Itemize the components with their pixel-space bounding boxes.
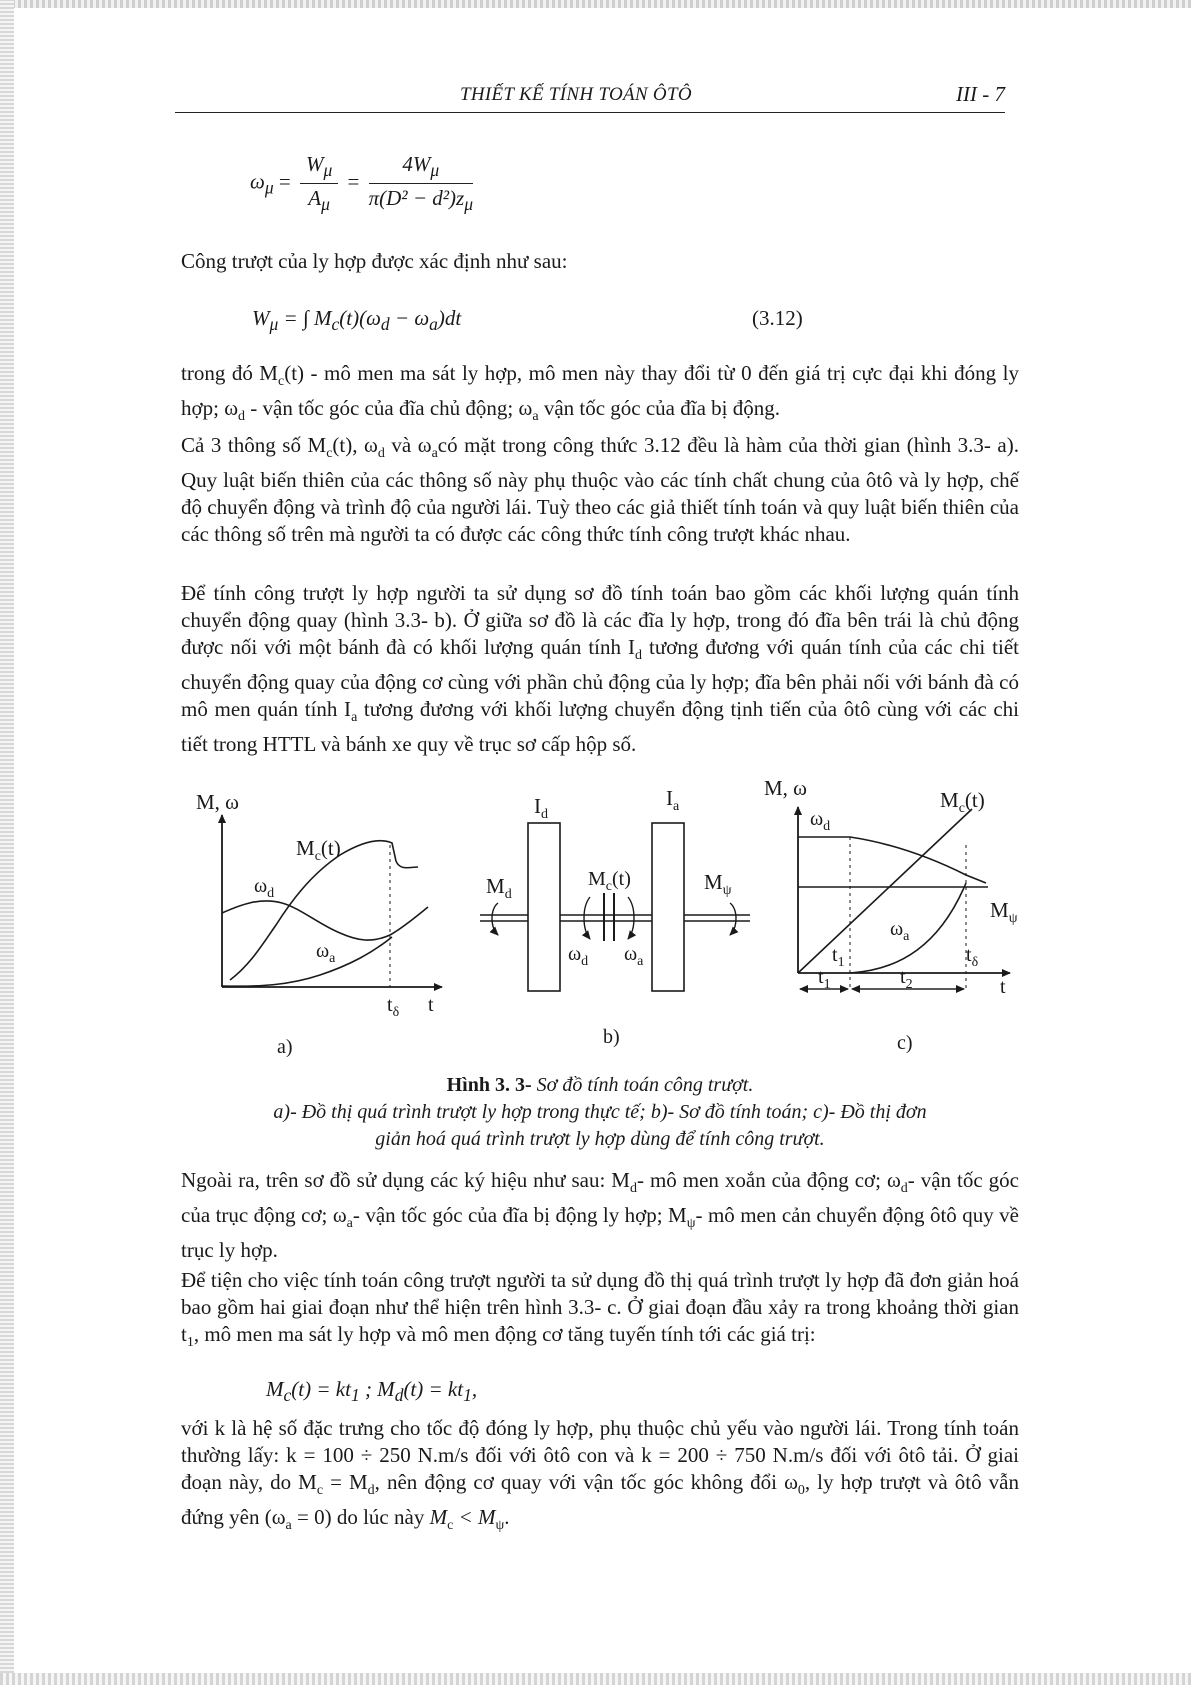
panel-b-md-label: $M_d$	[486, 874, 512, 902]
panel-b-omega-d-arrow	[584, 897, 590, 939]
figure-3-3	[0, 775, 1191, 1075]
paragraph-notation: Ngoài ra, trên sơ đồ sử dụng các ký hiệu như sau: $M_d-$ mô men xoắn của động cơ; $\omega_d-$ vận tốc góc của trục động cơ; $\omega_a-$ vận tốc góc của đĩa bị động ly hợp; $M_\psi-$ mô men cản chuyển động ôtô quy về trục ly hợp.	[181, 1168, 1020, 1263]
panel-b-flywheel-ia	[652, 823, 684, 991]
equation-slip-work: $W_\mu$ = ∫ $M_c(t)(\omega_d - \omega_a)dt$	[252, 306, 462, 335]
panel-a-mc-label: $M_c(t)$	[296, 836, 341, 864]
panel-c-t1-dim-label: $t_1$	[818, 966, 831, 992]
panel-a-actual-slip-graph	[196, 790, 442, 1020]
paragraph-k-coefficient: với k là hệ số đặc trưng cho tốc độ đóng ly hợp, phụ thuộc chủ yếu vào người lái. Trong tính toán thường lấy: k = 100 ÷ 250 N.m/s đối với ôtô con và k = 200 ÷ 750 N.m/s đối với ôtô tải. Ở giai đoạn này, do $M_c = M_d$, nên động cơ quay với vận tốc góc không đổi $\omega_0$, ly hợp trượt và ôtô vẫn đứng yên $(\omega_a = 0)$ do lúc này $M_c < M_\psi$.	[181, 1416, 1019, 1534]
panel-b-omega-a-arrow	[628, 897, 634, 939]
panel-c-t-label: t	[1000, 976, 1006, 998]
scan-bottom-edge	[0, 1673, 1191, 1685]
panel-b-calculation-scheme	[480, 786, 750, 991]
panel-c-ylabel: M, ω	[764, 776, 807, 800]
panel-c-omega-d-curve	[798, 837, 986, 883]
book-title: THIẾT KẾ TÍNH TOÁN ÔTÔ	[460, 84, 692, 105]
panel-a-ylabel: M, ω	[196, 790, 239, 814]
caption-line-2: a)- Đồ thị quá trình trượt ly hợp trong thực tế; b)- Sơ đồ tính toán; c)- Đồ thị đơn	[273, 1101, 927, 1123]
equation-linear-torque: $M_c(t) = kt_1$ ; $M_d(t) = kt_1$,	[266, 1377, 478, 1406]
panel-c-mc-label: $M_c(t)$	[940, 788, 985, 816]
equation-omega-mu: $\omega_\mu$ = $\frac{W_\mu}{A_\mu}$ = $\frac{4W_\mu}{\pi(D^2 - d^2)z_\mu}$	[250, 152, 474, 215]
panel-c-omega-d-label: $\omega_d$	[810, 808, 831, 834]
paragraph-scheme: Để tính công trượt ly hợp người ta sử dụng sơ đồ tính toán bao gồm các khối lượng quán tính chuyển động quay (hình 3.3- b). Ở giữa sơ đồ là các đĩa ly hợp, trong đó đĩa bên trái là chủ động được nối với một bánh đà có khối lượng quán tính $I_d$ tương đương với quán tính của các chi tiết chuyển động quay của động cơ cùng với phần chủ động của ly hợp; đĩa bên phải nối với bánh đà có mô men quán tính $I_a$ tương đương với khối lượng chuyển động tịnh tiến của ôtô cùng với các chi tiết trong HTTL và bánh xe quy về trục sơ cấp hộp số.	[181, 581, 1019, 757]
panel-c-omega-a-label: $\omega_a$	[890, 918, 910, 944]
fraction-w-over-a: $\frac{W_\mu}{A_\mu}$	[300, 152, 338, 215]
panel-b-omega-a-label: $\omega_a$	[624, 943, 644, 969]
panel-b-mpsi-label: $M_\psi$	[704, 870, 732, 898]
panel-c-ts-label: $t_\delta$	[966, 944, 979, 970]
equation-number: (3.12)	[752, 306, 803, 330]
panel-b-flywheel-id	[528, 823, 560, 991]
panel-c-omega-a-curve	[850, 883, 966, 973]
panel-b-md-arrow	[492, 903, 498, 935]
paragraph-simplified: Để tiện cho việc tính toán công trượt người ta sử dụng đồ thị quá trình trượt ly hợp đã đơn giản hoá bao gồm hai giai đoạn như thể hiện trên hình 3.3- c. Ở giai đoạn đầu xảy ra trong khoảng thời gian $t_1$, mô men ma sát ly hợp và mô men động cơ tăng tuyến tính tới các giá trị:	[181, 1268, 1019, 1351]
panel-c-t1-point-label: $t_1$	[832, 944, 845, 970]
panel-a-t-label: t	[428, 994, 434, 1016]
panel-b-id-label: $I_d$	[534, 794, 548, 822]
page-number: III - 7	[956, 82, 1005, 106]
panel-c-t2-dim-label: $t_2$	[900, 966, 913, 992]
panel-a-ts-label: $t_\delta$	[387, 994, 400, 1020]
panel-b-caption-label: b)	[603, 1026, 620, 1048]
panel-b-omega-d-label: $\omega_d$	[568, 943, 589, 969]
running-header	[175, 80, 1005, 113]
panel-a-omega-a-curve	[222, 937, 392, 986]
paragraph-parameters: Cả 3 thông số $M_c(t)$, $\omega_d$ và $\omega_acó$ mặt trong công thức 3.12 đều là hàm của thời gian (hình 3.3- a). Quy luật biến thiên của các thông số này phụ thuộc vào các tính chất chung của ôtô và ly hợp, chế độ chuyển động và trình độ của người lái. Tuỳ theo các giả thiết tính toán và quy luật biến thiên của các thông số trên mà người ta có được các công thức tính công trượt khác nhau.	[181, 433, 1019, 547]
panel-b-ia-label: $I_a$	[666, 786, 680, 814]
panel-c-simplified-graph	[764, 776, 1018, 998]
panel-a-omega-d-label: $\omega_d$	[254, 875, 275, 901]
paragraph-slip-work-intro: Công trượt của ly hợp được xác định như sau:	[181, 249, 568, 273]
panel-c-caption-label: c)	[897, 1032, 913, 1054]
figure-caption	[181, 1072, 1019, 1153]
scan-top-edge	[0, 0, 1191, 8]
panel-b-mc-label: $M_c(t)$	[588, 868, 631, 894]
panel-b-mpsi-arrow	[730, 903, 736, 935]
panel-a-omega-a-label: $\omega_a$	[316, 940, 336, 966]
caption-line-3: giản hoá quá trình trượt ly hợp dùng để tính công trượt.	[375, 1128, 825, 1150]
panel-a-omega-d-curve	[222, 901, 428, 940]
panel-c-mpsi-label: $M_\psi$	[990, 898, 1018, 926]
fraction-4w-over-area: $\frac{4W_\mu}{\pi(D^2 - d^2)z_\mu}$	[368, 152, 474, 215]
caption-title-line: Hình 3. 3- Sơ đồ tính toán công trượt.	[446, 1074, 754, 1096]
panel-a-caption-label: a)	[277, 1036, 293, 1058]
paragraph-definitions: trong đó $M_c(t)$ - mô men ma sát ly hợp, mô men này thay đổi từ 0 đến giá trị cực đại khi đóng ly hợp; $\omega_d$ - vận tốc góc của đĩa chủ động; $\omega_a$ vận tốc góc của đĩa bị động.	[181, 361, 1019, 425]
